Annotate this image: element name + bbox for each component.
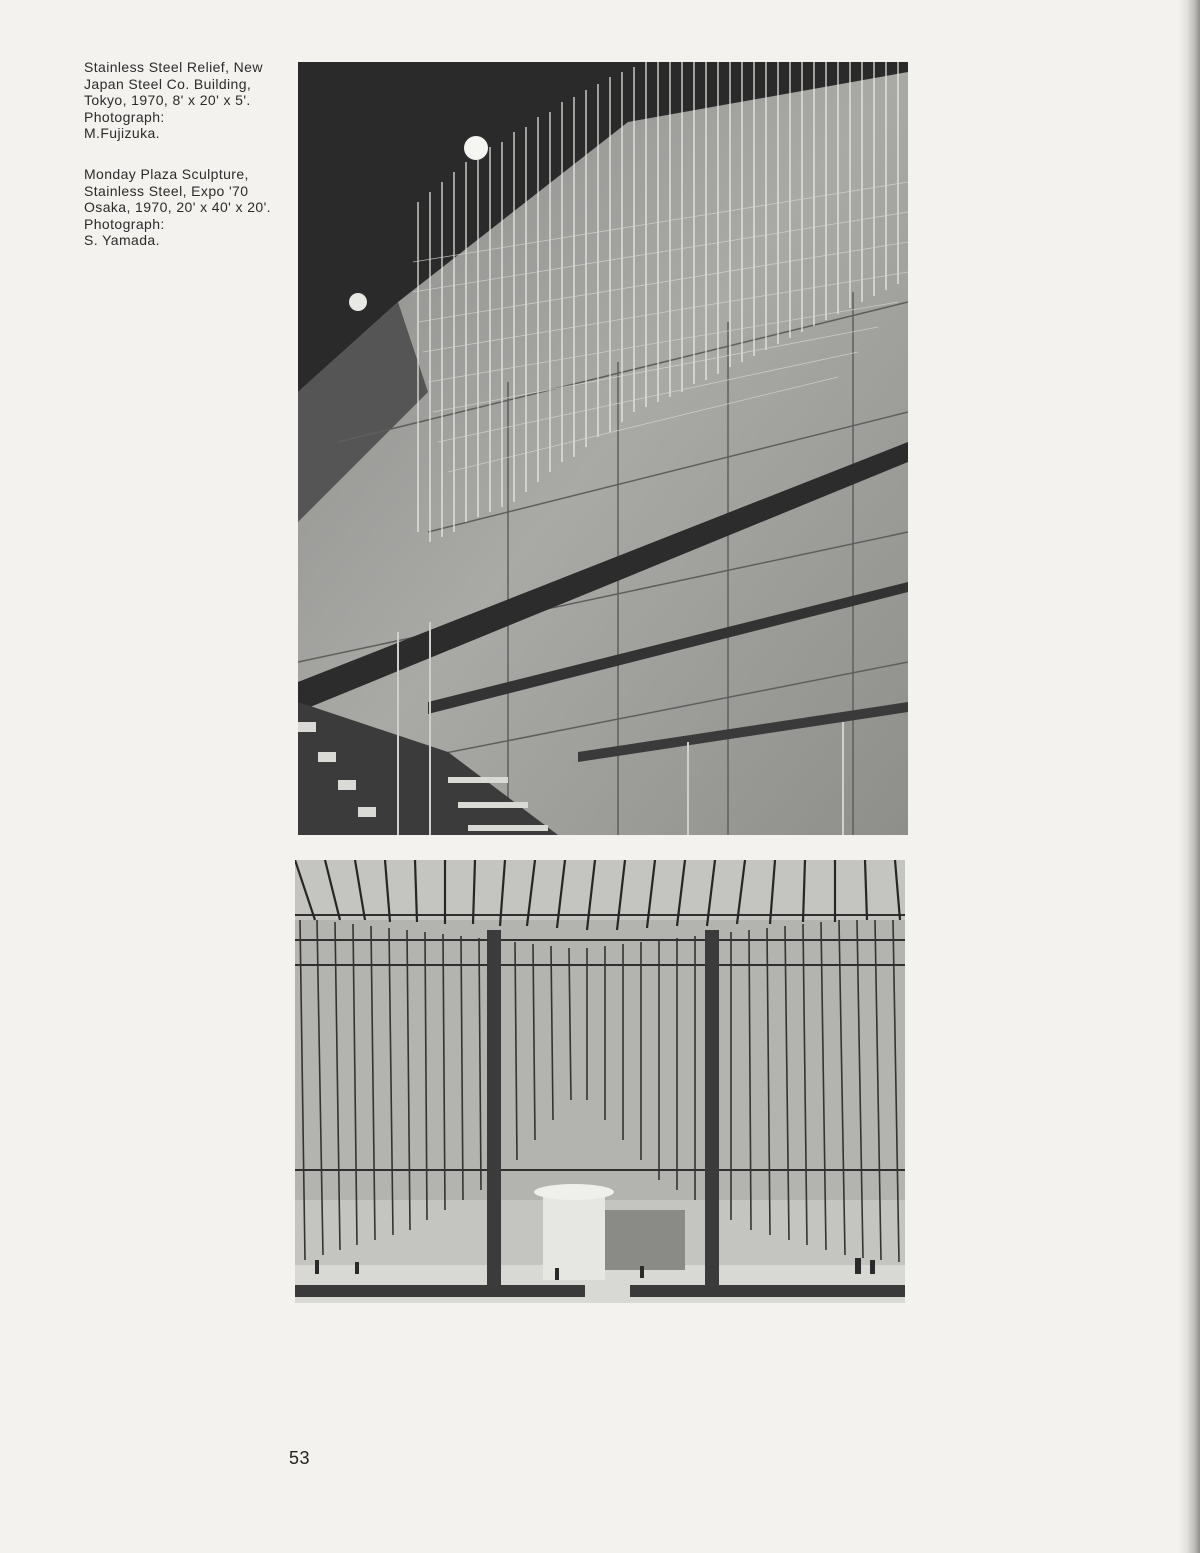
caption-monday-plaza: [84, 166, 299, 249]
photo-steel-relief: [298, 62, 908, 835]
caption-line: Osaka, 1970, 20' x 40' x 20'.: [84, 199, 271, 215]
caption-line: Tokyo, 1970, 8' x 20' x 5'.: [84, 92, 251, 108]
caption-line: S. Yamada.: [84, 232, 160, 248]
caption-line: Stainless Steel, Expo '70: [84, 182, 249, 199]
caption-line: Stainless Steel Relief, New: [84, 59, 263, 75]
caption-line: M.Fujizuka.: [84, 125, 160, 141]
caption-line: Photograph:: [84, 215, 165, 232]
page-edge-shadow: [1178, 0, 1200, 1553]
caption-line: Monday Plaza Sculpture,: [84, 166, 249, 182]
photo-steel-relief-image: [298, 62, 908, 835]
caption-line: Japan Steel Co. Building,: [84, 75, 252, 92]
photo-monday-plaza-image: [295, 860, 905, 1303]
photo-monday-plaza: [295, 860, 905, 1303]
page-number: 53: [289, 1448, 311, 1468]
caption-steel-relief: [84, 59, 299, 142]
caption-line: Photograph:: [84, 108, 165, 125]
